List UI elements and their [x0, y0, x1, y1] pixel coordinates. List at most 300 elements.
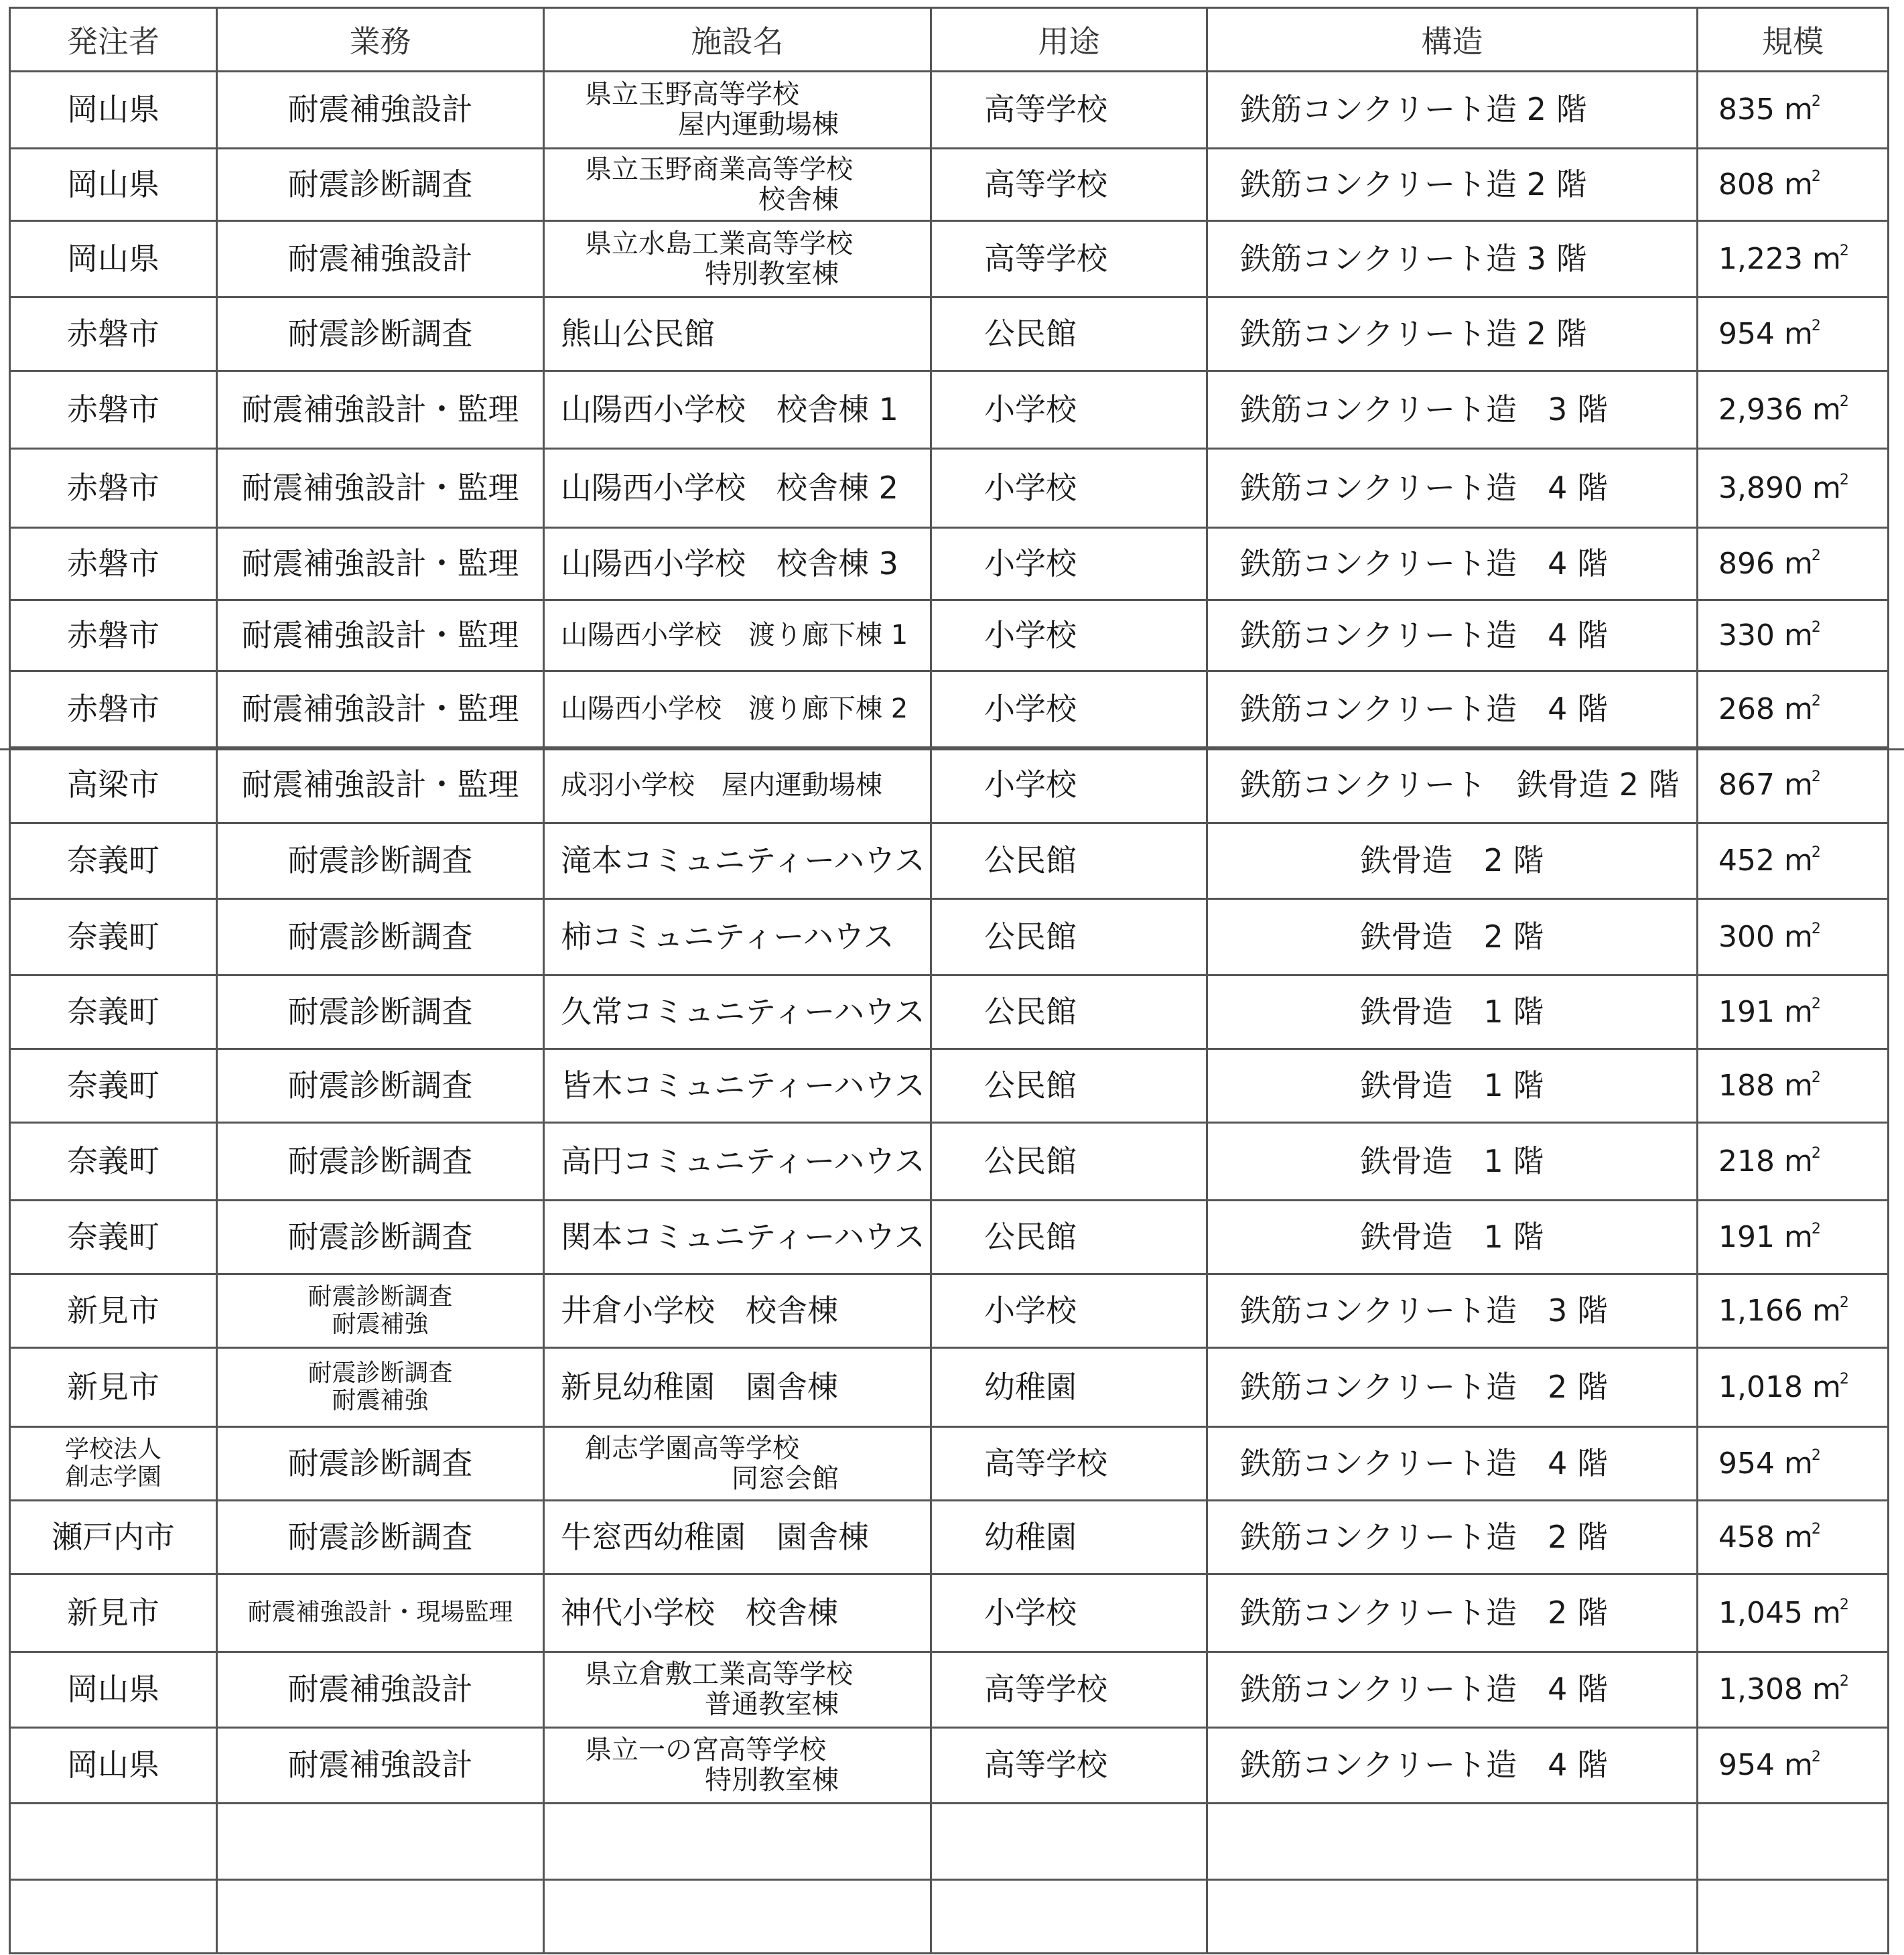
cell-text: 小学校: [984, 690, 1077, 727]
cell-text: 奈義町: [67, 1142, 159, 1179]
scale-cell: [1698, 1049, 1889, 1123]
facility-cell: [544, 1049, 931, 1123]
facility-cell: [544, 1804, 931, 1880]
cell-text: 耐震診断調査: [287, 1218, 473, 1255]
scale-cell: [1698, 975, 1889, 1049]
structure-cell: [1207, 449, 1698, 528]
cell-text: 耐震診断調査: [287, 918, 473, 955]
area-value: 954: [1718, 1446, 1775, 1481]
work-cell: [217, 899, 544, 975]
area-value: 954: [1718, 316, 1775, 351]
client-cell: [10, 975, 217, 1049]
area-unit: m: [1783, 546, 1813, 581]
structure-cell: [1207, 1574, 1698, 1652]
table-row: [10, 1274, 1889, 1348]
client-cell: [10, 149, 217, 221]
work-cell: [217, 149, 544, 221]
cell-text: 高等学校: [984, 165, 1107, 202]
use-cell: [931, 449, 1207, 528]
cell-text: 校舎棟: [758, 184, 839, 215]
work-cell: [217, 1348, 544, 1427]
structure-cell: [1207, 823, 1698, 899]
cell-text: 高円コミュニティーハウス: [561, 1142, 925, 1179]
cell-text: 鉄骨造 2 階: [1360, 842, 1544, 879]
scale-cell: [1698, 221, 1889, 297]
area-unit: m: [1783, 316, 1813, 351]
area-value: 218: [1718, 1144, 1775, 1178]
work-cell: [217, 1804, 544, 1880]
cell-text: 耐震補強設計・監理: [241, 616, 519, 653]
scale-cell: [1698, 1348, 1889, 1427]
use-cell: [931, 1427, 1207, 1501]
cell-text: 鉄骨造 2 階: [1360, 918, 1544, 955]
cell-text: 山陽西小学校 校舎棟 1: [561, 391, 898, 427]
facility-cell: [544, 899, 931, 975]
table-row: [10, 1348, 1889, 1427]
area-unit-superscript: 2: [1811, 167, 1821, 185]
cell-text: 岡山県: [67, 91, 159, 128]
scale-cell: [1698, 1274, 1889, 1348]
area-value: 1,166: [1718, 1293, 1803, 1328]
cell-text: 耐震補強設計: [287, 1747, 473, 1783]
table-row: [10, 1728, 1889, 1804]
table-row: [10, 899, 1889, 975]
cell-text: 耐震補強設計・監理: [241, 391, 519, 427]
cell-text: 鉄筋コンクリート造 4 階: [1240, 469, 1608, 506]
cell-text: 小学校: [984, 1594, 1077, 1631]
client-cell: [10, 1804, 217, 1880]
area-unit-superscript: 2: [1839, 242, 1849, 259]
area-unit: m: [1783, 1144, 1813, 1178]
structure-cell: [1207, 975, 1698, 1049]
cell-text: 鉄骨造 1 階: [1360, 1142, 1544, 1179]
area-value: 300: [1718, 919, 1775, 954]
area-unit-superscript: 2: [1839, 471, 1849, 488]
section-divider-line: [0, 748, 1904, 750]
cell-text: 赤磐市: [67, 469, 159, 506]
use-cell: [931, 600, 1207, 671]
client-cell: [10, 1348, 217, 1427]
cell-text: 耐震補強設計: [287, 1671, 473, 1708]
area-unit-superscript: 2: [1811, 1220, 1821, 1237]
cell-text: 創志学園高等学校: [585, 1432, 799, 1464]
table-row: [10, 1123, 1889, 1201]
area-unit: m: [1783, 919, 1813, 954]
use-cell: [931, 899, 1207, 975]
works-table-container: [9, 7, 1887, 1954]
scale-cell: [1698, 1652, 1889, 1728]
cell-text: 新見市: [67, 1594, 159, 1631]
cell-text: 創志学園: [64, 1463, 161, 1491]
use-cell: [931, 975, 1207, 1049]
cell-text: 鉄筋コンクリート造 4 階: [1240, 1444, 1608, 1481]
structure-cell: [1207, 72, 1698, 149]
work-cell: [217, 1049, 544, 1123]
header-work: 業務: [217, 8, 544, 72]
cell-text: 耐震診断調査: [287, 1444, 473, 1481]
cell-text: 耐震診断調査: [287, 315, 473, 352]
work-cell: [217, 1880, 544, 1954]
area-unit-superscript: 2: [1839, 1294, 1849, 1311]
area-unit-superscript: 2: [1811, 920, 1821, 937]
scale-cell: [1698, 528, 1889, 600]
cell-text: 特別教室棟: [705, 258, 839, 289]
use-cell: [931, 371, 1207, 449]
cell-text: 久常コミュニティーハウス: [561, 993, 925, 1030]
work-cell: [217, 72, 544, 149]
structure-cell: [1207, 1728, 1698, 1804]
area-unit-superscript: 2: [1811, 1520, 1821, 1538]
area-value: 867: [1718, 768, 1775, 803]
work-cell: [217, 600, 544, 671]
cell-text: 瀬戸内市: [52, 1518, 175, 1555]
area-unit-superscript: 2: [1811, 768, 1821, 786]
cell-text: 公民館: [984, 1142, 1077, 1179]
work-cell: [217, 1427, 544, 1501]
cell-text: 高梁市: [67, 766, 159, 803]
work-cell: [217, 748, 544, 823]
work-cell: [217, 975, 544, 1049]
table-row: [10, 748, 1889, 823]
cell-text: 岡山県: [67, 240, 159, 277]
use-cell: [931, 1804, 1207, 1880]
area-value: 1,223: [1718, 241, 1803, 276]
cell-text: 耐震補強設計: [287, 91, 473, 128]
facility-cell: [544, 221, 931, 297]
structure-cell: [1207, 1274, 1698, 1348]
use-cell: [931, 1049, 1207, 1123]
area-value: 268: [1718, 691, 1775, 726]
area-unit: m: [1812, 1369, 1841, 1404]
cell-text: 新見市: [67, 1368, 159, 1405]
scale-cell: [1698, 823, 1889, 899]
structure-cell: [1207, 1880, 1698, 1954]
facility-cell: [544, 1652, 931, 1728]
cell-text: 山陽西小学校 校舎棟 3: [561, 545, 898, 582]
cell-text: 県立倉敷工業高等学校: [585, 1659, 853, 1690]
area-unit-superscript: 2: [1811, 1446, 1821, 1464]
structure-cell: [1207, 671, 1698, 748]
facility-cell: [544, 823, 931, 899]
table-row: [10, 1201, 1889, 1274]
work-cell: [217, 1274, 544, 1348]
cell-text: 同窓会館: [732, 1463, 839, 1494]
cell-text: 鉄骨造 1 階: [1360, 993, 1544, 1030]
scale-cell: [1698, 297, 1889, 371]
structure-cell: [1207, 1201, 1698, 1274]
work-cell: [217, 671, 544, 748]
cell-text: 赤磐市: [67, 690, 159, 727]
structure-cell: [1207, 528, 1698, 600]
scale-cell: [1698, 1201, 1889, 1274]
cell-text: 山陽西小学校 校舎棟 2: [561, 469, 898, 506]
cell-text: 鉄筋コンクリート造 2 階: [1240, 1594, 1608, 1631]
area-value: 191: [1718, 994, 1775, 1029]
scale-cell: [1698, 72, 1889, 149]
use-cell: [931, 1201, 1207, 1274]
area-value: 1,018: [1718, 1369, 1803, 1404]
cell-text: 公民館: [984, 918, 1077, 955]
cell-text: 特別教室棟: [705, 1765, 839, 1796]
header-client: 発注者: [10, 8, 217, 72]
structure-cell: [1207, 748, 1698, 823]
work-cell: [217, 1201, 544, 1274]
cell-text: 耐震診断調査: [287, 993, 473, 1030]
structure-cell: [1207, 371, 1698, 449]
cell-text: 耐震補強設計・現場監理: [247, 1599, 513, 1627]
cell-text: 奈義町: [67, 1218, 159, 1255]
work-cell: [217, 1728, 544, 1804]
header-row: [10, 8, 1889, 72]
cell-text: 山陽西小学校 渡り廊下棟 2: [561, 693, 908, 725]
area-unit: m: [1783, 618, 1813, 653]
facility-cell: [544, 600, 931, 671]
cell-text: 鉄筋コンクリート造 2 階: [1240, 1518, 1608, 1555]
header-structure: 構造: [1207, 8, 1698, 72]
client-cell: [10, 1123, 217, 1201]
cell-text: 鉄筋コンクリート造 2 階: [1240, 91, 1587, 128]
cell-text: 成羽小学校 屋内運動場棟: [561, 769, 882, 801]
scale-cell: [1698, 1123, 1889, 1201]
cell-text: 耐震補強設計・監理: [241, 469, 519, 506]
area-unit: m: [1783, 92, 1813, 127]
use-cell: [931, 528, 1207, 600]
area-unit: m: [1783, 768, 1813, 803]
client-cell: [10, 371, 217, 449]
facility-cell: [544, 449, 931, 528]
structure-cell: [1207, 149, 1698, 221]
table-row: [10, 1501, 1889, 1574]
cell-text: 鉄筋コンクリート造 2 階: [1240, 1368, 1608, 1405]
table-row: [10, 1880, 1889, 1954]
scale-cell: [1698, 1728, 1889, 1804]
area-unit-superscript: 2: [1839, 393, 1849, 410]
cell-text: 鉄骨造 1 階: [1360, 1218, 1544, 1255]
cell-text: 県立一の宮高等学校: [585, 1735, 826, 1766]
scale-cell: [1698, 149, 1889, 221]
scale-cell: [1698, 1880, 1889, 1954]
structure-cell: [1207, 297, 1698, 371]
facility-cell: [544, 149, 931, 221]
cell-text: 鉄筋コンクリート造 4 階: [1240, 1671, 1608, 1708]
facility-cell: [544, 975, 931, 1049]
area-unit-superscript: 2: [1811, 317, 1821, 334]
area-unit-superscript: 2: [1811, 93, 1821, 111]
cell-text: 公民館: [984, 993, 1077, 1030]
cell-text: 県立玉野商業高等学校: [585, 153, 853, 185]
client-cell: [10, 671, 217, 748]
scale-cell: [1698, 449, 1889, 528]
cell-text: 神代小学校 校舎棟: [561, 1594, 838, 1631]
client-cell: [10, 823, 217, 899]
cell-text: 関本コミュニティーハウス: [561, 1218, 925, 1255]
structure-cell: [1207, 899, 1698, 975]
structure-cell: [1207, 1427, 1698, 1501]
area-unit-superscript: 2: [1811, 1749, 1821, 1766]
cell-text: 鉄筋コンクリート造 3 階: [1240, 391, 1608, 427]
client-cell: [10, 528, 217, 600]
seismic-works-table: [9, 7, 1889, 1954]
scale-cell: [1698, 1574, 1889, 1652]
facility-cell: [544, 1348, 931, 1427]
use-cell: [931, 1274, 1207, 1348]
facility-cell: [544, 528, 931, 600]
area-value: 3,890: [1718, 470, 1803, 505]
facility-cell: [544, 72, 931, 149]
cell-text: 高等学校: [984, 1671, 1107, 1708]
use-cell: [931, 297, 1207, 371]
client-cell: [10, 1274, 217, 1348]
client-cell: [10, 1049, 217, 1123]
cell-text: 県立玉野高等学校: [585, 79, 799, 111]
area-value: 896: [1718, 546, 1775, 581]
use-cell: [931, 1501, 1207, 1574]
cell-text: 赤磐市: [67, 545, 159, 582]
table-row: [10, 1049, 1889, 1123]
use-cell: [931, 1652, 1207, 1728]
facility-cell: [544, 1427, 931, 1501]
cell-text: 耐震診断調査: [287, 1142, 473, 1179]
scale-cell: [1698, 1804, 1889, 1880]
scale-cell: [1698, 748, 1889, 823]
area-unit: m: [1783, 844, 1813, 878]
cell-text: 鉄筋コンクリート造 4 階: [1240, 690, 1608, 727]
facility-cell: [544, 1201, 931, 1274]
structure-cell: [1207, 1123, 1698, 1201]
cell-text: 高等学校: [984, 240, 1107, 277]
cell-text: 公民館: [984, 1218, 1077, 1255]
scale-cell: [1698, 600, 1889, 671]
work-cell: [217, 1501, 544, 1574]
use-cell: [931, 149, 1207, 221]
cell-text: 鉄筋コンクリート造 3 階: [1240, 1292, 1608, 1329]
cell-text: 鉄筋コンクリート造 4 階: [1240, 545, 1608, 582]
area-unit: m: [1783, 994, 1813, 1029]
cell-text: 赤磐市: [67, 391, 159, 427]
work-cell: [217, 221, 544, 297]
table-row: [10, 600, 1889, 671]
cell-text: 耐震補強設計: [287, 240, 473, 277]
table-row: [10, 297, 1889, 371]
scale-cell: [1698, 1501, 1889, 1574]
cell-text: 学校法人: [64, 1436, 161, 1464]
area-unit: m: [1783, 1748, 1813, 1783]
cell-text: 赤磐市: [67, 315, 159, 352]
client-cell: [10, 899, 217, 975]
cell-text: 皆木コミュニティーハウス: [561, 1067, 925, 1103]
cell-text: 幼稚園: [984, 1518, 1077, 1555]
facility-cell: [544, 1501, 931, 1574]
table-row: [10, 371, 1889, 449]
facility-cell: [544, 1123, 931, 1201]
structure-cell: [1207, 1348, 1698, 1427]
area-unit-superscript: 2: [1839, 1370, 1849, 1388]
client-cell: [10, 1880, 217, 1954]
table-row: [10, 823, 1889, 899]
area-unit-superscript: 2: [1839, 1673, 1849, 1690]
cell-text: 鉄筋コンクリート造 2 階: [1240, 165, 1587, 202]
cell-text: 岡山県: [67, 1671, 159, 1708]
use-cell: [931, 748, 1207, 823]
cell-text: 公民館: [984, 842, 1077, 879]
cell-text: 鉄筋コンクリート造 3 階: [1240, 240, 1587, 277]
cell-text: 小学校: [984, 469, 1077, 506]
facility-cell: [544, 371, 931, 449]
area-value: 1,045: [1718, 1595, 1803, 1630]
work-cell: [217, 1123, 544, 1201]
cell-text: 小学校: [984, 766, 1077, 803]
client-cell: [10, 72, 217, 149]
use-cell: [931, 671, 1207, 748]
cell-text: 赤磐市: [67, 616, 159, 653]
cell-text: 普通教室棟: [705, 1689, 839, 1720]
area-unit-superscript: 2: [1811, 692, 1821, 710]
structure-cell: [1207, 1049, 1698, 1123]
table-body: [10, 72, 1889, 1954]
cell-text: 新見幼稚園 園舎棟: [561, 1368, 838, 1405]
cell-text: 県立水島工業高等学校: [585, 228, 853, 259]
cell-text: 耐震補強設計・監理: [241, 690, 519, 727]
cell-text: 奈義町: [67, 1067, 159, 1103]
work-cell: [217, 449, 544, 528]
structure-cell: [1207, 1501, 1698, 1574]
cell-text: 新見市: [67, 1292, 159, 1329]
area-unit-superscript: 2: [1811, 995, 1821, 1012]
cell-text: 幼稚園: [984, 1368, 1077, 1405]
work-cell: [217, 297, 544, 371]
area-value: 188: [1718, 1068, 1775, 1103]
area-value: 1,308: [1718, 1672, 1803, 1707]
table-row: [10, 221, 1889, 297]
area-unit-superscript: 2: [1811, 844, 1821, 862]
work-cell: [217, 528, 544, 600]
scale-cell: [1698, 1427, 1889, 1501]
facility-cell: [544, 1728, 931, 1804]
cell-text: 小学校: [984, 545, 1077, 582]
table-row: [10, 1427, 1889, 1501]
work-cell: [217, 823, 544, 899]
area-unit: m: [1812, 470, 1841, 505]
cell-text: 岡山県: [67, 165, 159, 202]
cell-text: 牛窓西幼稚園 園舎棟: [561, 1518, 869, 1555]
structure-cell: [1207, 600, 1698, 671]
table-row: [10, 1574, 1889, 1652]
use-cell: [931, 221, 1207, 297]
facility-cell: [544, 297, 931, 371]
table-row: [10, 1652, 1889, 1728]
client-cell: [10, 1427, 217, 1501]
cell-text: 鉄筋コンクリート 鉄骨造 2 階: [1240, 766, 1680, 803]
cell-text: 公民館: [984, 315, 1077, 352]
table-row: [10, 528, 1889, 600]
cell-text: 鉄筋コンクリート造 2 階: [1240, 315, 1587, 352]
cell-text: 高等学校: [984, 1747, 1107, 1783]
structure-cell: [1207, 1804, 1698, 1880]
table-row: [10, 671, 1889, 748]
cell-text: 奈義町: [67, 918, 159, 955]
cell-text: 鉄筋コンクリート造 4 階: [1240, 1747, 1608, 1783]
client-cell: [10, 1652, 217, 1728]
facility-cell: [544, 1274, 931, 1348]
scale-cell: [1698, 671, 1889, 748]
use-cell: [931, 1574, 1207, 1652]
cell-text: 耐震診断調査: [287, 1518, 473, 1555]
cell-text: 耐震診断調査: [308, 1283, 453, 1311]
client-cell: [10, 449, 217, 528]
cell-text: 奈義町: [67, 993, 159, 1030]
area-unit: m: [1783, 167, 1813, 202]
area-unit: m: [1783, 1520, 1813, 1554]
